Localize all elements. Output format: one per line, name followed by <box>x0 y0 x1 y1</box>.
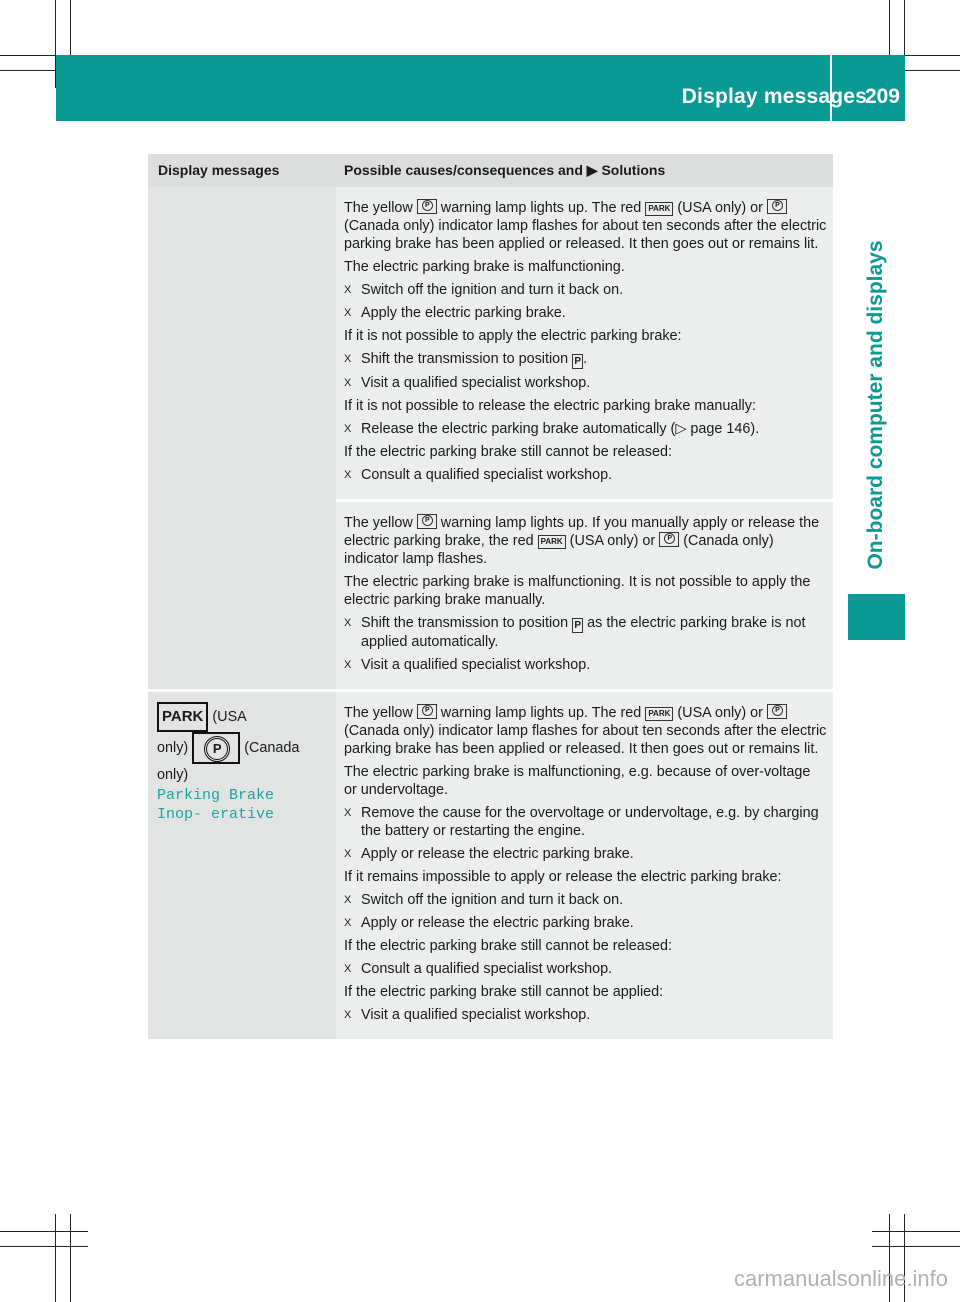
parking-brake-warning-icon <box>417 514 437 529</box>
paragraph: The electric parking brake is malfunctioning. It is not possible to apply the electric parking brake manually. <box>344 574 811 608</box>
column-header-solutions-text: Solutions <box>601 162 666 178</box>
crop-mark <box>0 1246 88 1247</box>
action-step: X Switch off the ignition and turn it back on. <box>344 892 624 908</box>
solution-block <box>336 692 833 1039</box>
canada-label: (Canada <box>244 739 300 756</box>
side-tab-block <box>848 594 905 640</box>
paragraph: If the electric parking brake still cannot be released: <box>344 938 672 954</box>
step-bullet-icon: X <box>344 917 352 929</box>
action-step: X Shift the transmission to position P . <box>344 351 588 367</box>
crop-mark <box>872 1246 960 1247</box>
column-header-causes-text: Possible causes/consequences and <box>344 162 583 178</box>
action-step: X Consult a qualified specialist workshop. <box>344 961 613 977</box>
message-cell <box>148 187 336 689</box>
step-bullet-icon: X <box>344 284 352 296</box>
park-position-icon: P <box>572 354 583 369</box>
action-step: X Consult a qualified specialist workshop. <box>344 467 613 483</box>
step-bullet-icon: X <box>344 353 352 365</box>
footer-watermark: carmanualsonline.info <box>733 1266 948 1291</box>
message-symbols <box>157 702 328 786</box>
action-step: X Release the electric parking brake automatically (▷ page 146). <box>344 421 760 437</box>
paragraph: The yellow P warning lamp lights up. The red PARK (USA only) or P (Canada only) indicator lamp flashes for about ten seconds after the electric parking brake has been applied or released. It then goes out or remains lit. <box>344 704 827 758</box>
paragraph: If it remains impossible to apply or release the electric parking brake: <box>344 869 782 885</box>
message-cell <box>148 692 336 1039</box>
step-bullet-icon: X <box>344 377 352 389</box>
parking-brake-warning-icon <box>417 704 437 719</box>
usa-label: (USA <box>212 709 247 725</box>
action-step: X Switch off the ignition and turn it back on. <box>344 282 624 298</box>
step-bullet-icon: X <box>344 617 352 629</box>
only-label: only) <box>157 739 189 756</box>
park-position-icon: P <box>572 618 583 633</box>
page-title: Display messages <box>681 85 867 108</box>
action-step: X Apply or release the electric parking brake. <box>344 915 634 931</box>
paragraph: The yellow P warning lamp lights up. The red PARK (USA only) or P (Canada only) indicator lamp flashes for about ten seconds after the electric parking brake has been applied or released. It then goes out or remains lit. <box>344 199 827 253</box>
parking-brake-warning-icon <box>417 199 437 214</box>
park-indicator-icon: PARK <box>538 535 566 549</box>
parking-brake-indicator-icon <box>659 532 679 547</box>
arrow-icon: ▶ <box>586 162 598 178</box>
step-bullet-icon: X <box>344 307 352 319</box>
action-step: X Visit a qualified specialist workshop. <box>344 657 591 673</box>
step-bullet-icon: X <box>344 848 352 860</box>
side-label-text: On-board computer and displays <box>864 240 887 570</box>
side-tab <box>848 225 904 585</box>
step-bullet-icon: X <box>344 423 352 435</box>
action-step: X Visit a qualified specialist workshop. <box>344 375 591 391</box>
action-step: X Shift the transmission to position P as the electric parking brake is not applied automatically. <box>344 615 806 650</box>
step-bullet-icon: X <box>344 1009 352 1021</box>
paragraph: If the electric parking brake still cannot be released: <box>344 444 672 460</box>
parking-brake-indicator-icon <box>767 199 787 214</box>
action-step: X Remove the cause for the overvoltage or undervoltage, e.g. by charging the battery or restarting the engine. <box>344 805 819 839</box>
step-bullet-icon: X <box>344 659 352 671</box>
action-step: X Apply the electric parking brake. <box>344 305 566 321</box>
parking-brake-indicator-icon <box>767 704 787 719</box>
crop-mark <box>70 1214 71 1302</box>
table-row <box>148 689 833 1039</box>
column-header-messages: Display messages <box>158 162 280 178</box>
crop-mark <box>872 1231 960 1232</box>
table-row <box>148 187 833 689</box>
park-display-icon: PARK <box>157 702 208 732</box>
parking-brake-display-icon <box>192 732 240 764</box>
paragraph: If it is not possible to release the electric parking brake manually: <box>344 398 756 414</box>
action-step: X Visit a qualified specialist workshop. <box>344 1007 591 1023</box>
step-bullet-icon: X <box>344 807 352 819</box>
solution-block <box>336 499 833 689</box>
solution-block <box>336 187 833 499</box>
page-number: 209 <box>864 85 900 108</box>
step-bullet-icon: X <box>344 894 352 906</box>
display-message-text: Parking Brake Inop‐ erative <box>157 787 275 823</box>
crop-mark <box>0 1231 88 1232</box>
solutions-column <box>336 692 833 1039</box>
park-indicator-icon: PARK <box>645 707 673 721</box>
only-label: only) <box>157 767 189 783</box>
table-header <box>148 154 833 187</box>
paragraph: If it is not possible to apply the electric parking brake: <box>344 328 682 344</box>
step-bullet-icon: X <box>344 963 352 975</box>
crop-mark <box>55 1214 56 1302</box>
messages-table <box>148 154 833 1039</box>
paragraph: If the electric parking brake still cannot be applied: <box>344 984 664 1000</box>
paragraph: The electric parking brake is malfunctioning, e.g. because of over-voltage or undervoltage. <box>344 764 811 798</box>
column-header-causes <box>336 154 833 187</box>
park-indicator-icon: PARK <box>645 202 673 216</box>
solutions-column <box>336 187 833 689</box>
paragraph: The electric parking brake is malfunctioning. <box>344 259 625 275</box>
paragraph: The yellow P warning lamp lights up. If you manually apply or release the electric parking brake, the red PARK (USA only) or P (Canada only) indicator lamp flashes. <box>344 514 827 568</box>
action-step: X Apply or release the electric parking brake. <box>344 846 634 862</box>
step-bullet-icon: X <box>344 469 352 481</box>
